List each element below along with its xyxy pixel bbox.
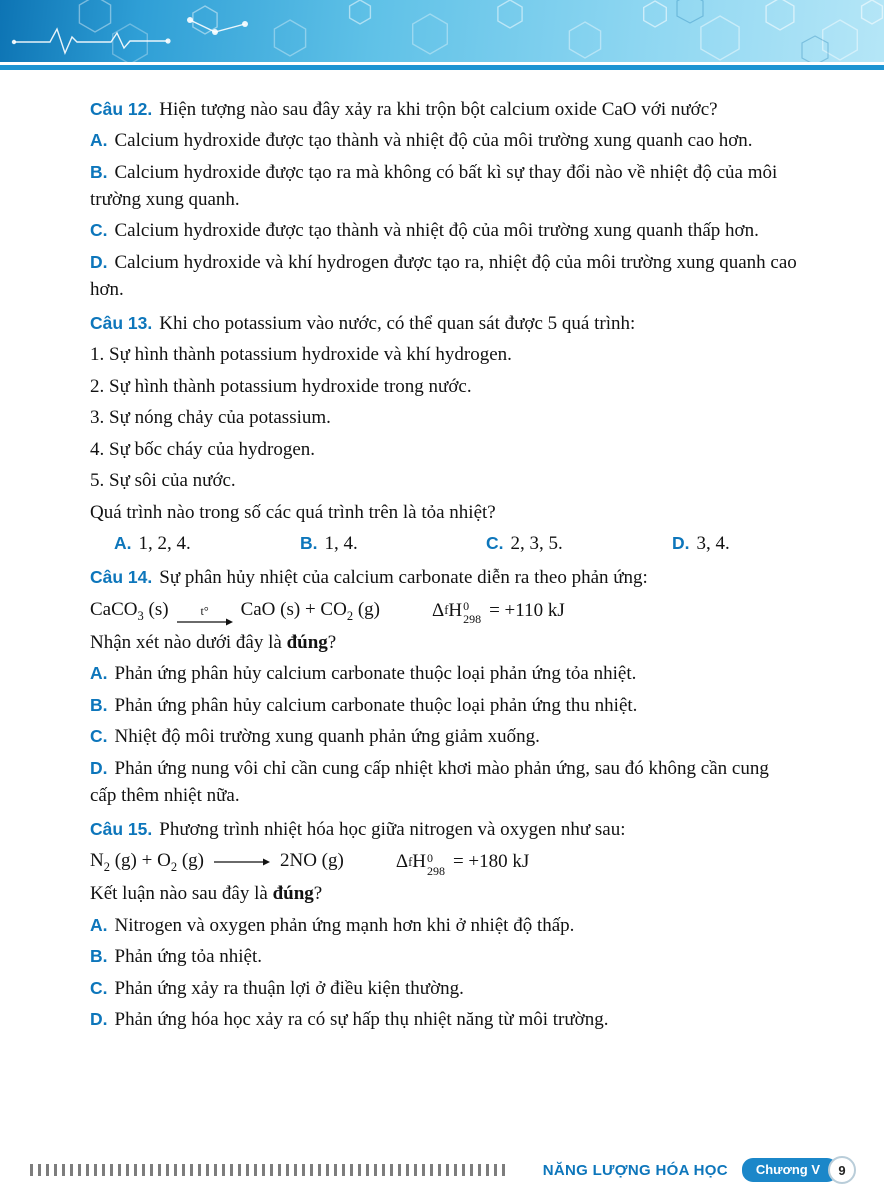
reactant-formula: N bbox=[90, 850, 104, 872]
followup-text: Nhận xét nào dưới đây là bbox=[90, 632, 287, 653]
option-letter: D. bbox=[90, 1009, 108, 1030]
page-content bbox=[0, 70, 884, 1034]
enthalpy-term bbox=[396, 849, 529, 876]
question-14 bbox=[90, 565, 798, 810]
delta-subscript: f bbox=[444, 603, 449, 618]
reactant-state: (g) bbox=[177, 850, 204, 872]
reactant-subscript-2: 2 bbox=[170, 860, 178, 875]
process-item-1: 1. Sự hình thành potassium hydroxide và khí hydrogen. bbox=[90, 344, 512, 366]
option-text: 1, 2, 4. bbox=[138, 533, 191, 555]
enthalpy-subscript: 298 bbox=[426, 863, 445, 878]
enthalpy-value: = +180 kJ bbox=[452, 851, 530, 873]
option-letter: A. bbox=[90, 914, 108, 935]
reactant-subscript: 3 bbox=[137, 608, 144, 623]
enthalpy-sup-sub bbox=[463, 600, 481, 625]
enthalpy-symbol: H bbox=[448, 599, 463, 621]
option-letter: A. bbox=[90, 663, 108, 684]
hexagon-pattern-decoration bbox=[0, 0, 884, 62]
option-letter: B. bbox=[300, 533, 318, 554]
question-15 bbox=[90, 817, 798, 1034]
question-followup bbox=[90, 630, 798, 657]
option-text: Phản ứng nung vôi chỉ cần cung cấp nhiệt khơi mào phản ứng, sau đó không cần cung cấp thêm nhiệt nữa. bbox=[90, 757, 769, 806]
thermochemical-equation bbox=[90, 848, 798, 877]
inline-options-row bbox=[114, 531, 798, 558]
option-letter: B. bbox=[90, 946, 108, 967]
option-text: Phản ứng xảy ra thuận lợi ở điều kiện thường. bbox=[114, 977, 464, 999]
header-divider bbox=[0, 62, 884, 70]
option-c bbox=[90, 724, 798, 751]
process-item-2: 2. Sự hình thành potassium hydroxide trong nước. bbox=[90, 375, 472, 397]
question-label: Câu 12. bbox=[90, 99, 153, 119]
decomposition-equation bbox=[90, 597, 798, 626]
enthalpy-value: = +110 kJ bbox=[489, 599, 565, 621]
option-letter: C. bbox=[90, 977, 108, 998]
delta-subscript: f bbox=[408, 854, 413, 869]
enthalpy-sup-sub bbox=[427, 852, 445, 877]
option-d bbox=[90, 756, 798, 810]
followup-text-end: ? bbox=[313, 883, 323, 905]
option-text: Phản ứng phân hủy calcium carbonate thuộc loại phản ứng thu nhiệt. bbox=[114, 694, 638, 716]
reaction-arrow-with-heat bbox=[177, 605, 233, 626]
option-b bbox=[300, 531, 486, 558]
question-text: Sự phân hủy nhiệt của calcium carbonate diễn ra theo phản ứng: bbox=[159, 567, 648, 589]
process-item-4: 4. Sự bốc cháy của hydrogen. bbox=[90, 438, 316, 460]
question-13 bbox=[90, 311, 798, 558]
products-formula: 2NO (g) bbox=[279, 850, 344, 872]
reactant-state: (s) bbox=[143, 598, 169, 620]
option-text: 3, 4. bbox=[696, 533, 730, 555]
option-c bbox=[486, 531, 672, 558]
option-letter: D. bbox=[90, 757, 108, 778]
option-letter: D. bbox=[90, 251, 108, 272]
option-letter: B. bbox=[90, 161, 108, 182]
products-state: (g) bbox=[353, 598, 380, 620]
reactant-formula: CaCO bbox=[90, 598, 138, 620]
option-a bbox=[114, 531, 300, 558]
question-text: Hiện tượng nào sau đây xảy ra khi trộn bột calcium oxide CaO với nước? bbox=[159, 99, 718, 120]
right-arrow-icon bbox=[177, 618, 233, 626]
page-footer bbox=[30, 1156, 856, 1184]
question-label: Câu 13. bbox=[90, 312, 153, 333]
option-text: 1, 4. bbox=[324, 533, 358, 555]
question-text: Khi cho potassium vào nước, có thể quan sát được 5 quá trình: bbox=[159, 312, 636, 334]
question-stem bbox=[90, 565, 798, 592]
option-letter: A. bbox=[114, 533, 132, 554]
option-d bbox=[672, 531, 730, 558]
question-label: Câu 14. bbox=[90, 567, 153, 588]
option-a bbox=[90, 128, 798, 155]
process-item-3: 3. Sự nóng chảy của potassium. bbox=[90, 407, 331, 429]
option-text: Nitrogen và oxygen phản ứng mạnh hơn khi ở nhiệt độ thấp. bbox=[114, 914, 575, 936]
option-text: Nhiệt độ môi trường xung quanh phản ứng giảm xuống. bbox=[114, 726, 540, 748]
option-letter: C. bbox=[90, 220, 108, 241]
question-stem bbox=[90, 311, 798, 338]
option-text: Calcium hydroxide và khí hydrogen được tạo ra, nhiệt độ của môi trường xung quanh cao hơn. bbox=[90, 251, 797, 300]
option-text: Phản ứng phân hủy calcium carbonate thuộc loại phản ứng tỏa nhiệt. bbox=[114, 663, 637, 685]
followup-text-end: ? bbox=[327, 632, 337, 653]
option-b bbox=[90, 693, 798, 720]
reactant-formula-2: (g) + O bbox=[109, 850, 171, 872]
enthalpy-term bbox=[432, 598, 565, 625]
question-12 bbox=[90, 97, 798, 304]
page-number: 9 bbox=[828, 1156, 856, 1184]
option-c bbox=[90, 976, 798, 1003]
option-b bbox=[90, 160, 798, 214]
arrow-condition-label: t° bbox=[200, 603, 209, 618]
followup-text: Kết luận nào sau đây là bbox=[90, 883, 273, 905]
option-letter: D. bbox=[672, 533, 690, 554]
option-letter: B. bbox=[90, 694, 108, 715]
page-header-banner bbox=[0, 0, 884, 62]
enthalpy-symbol: H bbox=[412, 851, 426, 873]
question-followup: Quá trình nào trong số các quá trình trên là tỏa nhiệt? bbox=[90, 501, 496, 523]
option-b bbox=[90, 944, 798, 971]
option-a bbox=[90, 913, 798, 940]
followup-emphasis: đúng bbox=[286, 632, 328, 653]
option-text: 2, 3, 5. bbox=[510, 533, 563, 555]
option-text: Calcium hydroxide được tạo ra mà không có bất kì sự thay đổi nào về nhiệt độ của môi trường xung quanh. bbox=[90, 161, 778, 210]
option-text: Phản ứng hóa học xảy ra có sự hấp thụ nhiệt năng từ môi trường. bbox=[114, 1009, 609, 1031]
products-formula: CaO (s) + CO bbox=[240, 598, 347, 620]
footer-tick-marks bbox=[30, 1164, 506, 1176]
right-arrow-icon bbox=[214, 858, 270, 866]
equation-expression bbox=[90, 848, 344, 877]
products-subscript: 2 bbox=[346, 608, 354, 623]
question-stem bbox=[90, 817, 798, 844]
process-item-5: 5. Sự sôi của nước. bbox=[90, 470, 236, 492]
reaction-arrow bbox=[214, 858, 270, 866]
chapter-badge: Chương V bbox=[742, 1158, 838, 1182]
reactant-subscript: 2 bbox=[103, 860, 110, 875]
question-text: Phương trình nhiệt hóa học giữa nitrogen và oxygen như sau: bbox=[159, 818, 626, 840]
option-d bbox=[90, 250, 798, 304]
question-stem bbox=[90, 97, 798, 124]
delta-symbol: Δ bbox=[431, 599, 445, 621]
option-d bbox=[90, 1007, 798, 1034]
option-a bbox=[90, 661, 798, 688]
equation-expression bbox=[90, 597, 380, 626]
enthalpy-subscript: 298 bbox=[463, 612, 482, 626]
enthalpy-superscript: 0 bbox=[426, 850, 433, 865]
option-letter: A. bbox=[90, 130, 108, 151]
option-text: Calcium hydroxide được tạo thành và nhiệt độ của môi trường xung quanh thấp hơn. bbox=[114, 220, 759, 242]
option-letter: C. bbox=[90, 726, 108, 747]
option-text: Calcium hydroxide được tạo thành và nhiệt độ của môi trường xung quanh cao hơn. bbox=[114, 130, 753, 152]
question-followup bbox=[90, 881, 798, 908]
option-text: Phản ứng tỏa nhiệt. bbox=[114, 946, 263, 968]
followup-emphasis: đúng bbox=[272, 883, 314, 905]
option-c bbox=[90, 218, 798, 245]
enthalpy-superscript: 0 bbox=[463, 599, 470, 614]
question-label: Câu 15. bbox=[90, 818, 153, 839]
option-letter: C. bbox=[486, 533, 504, 554]
chapter-title: NĂNG LƯỢNG HÓA HỌC bbox=[542, 1161, 728, 1179]
delta-symbol: Δ bbox=[395, 851, 409, 873]
